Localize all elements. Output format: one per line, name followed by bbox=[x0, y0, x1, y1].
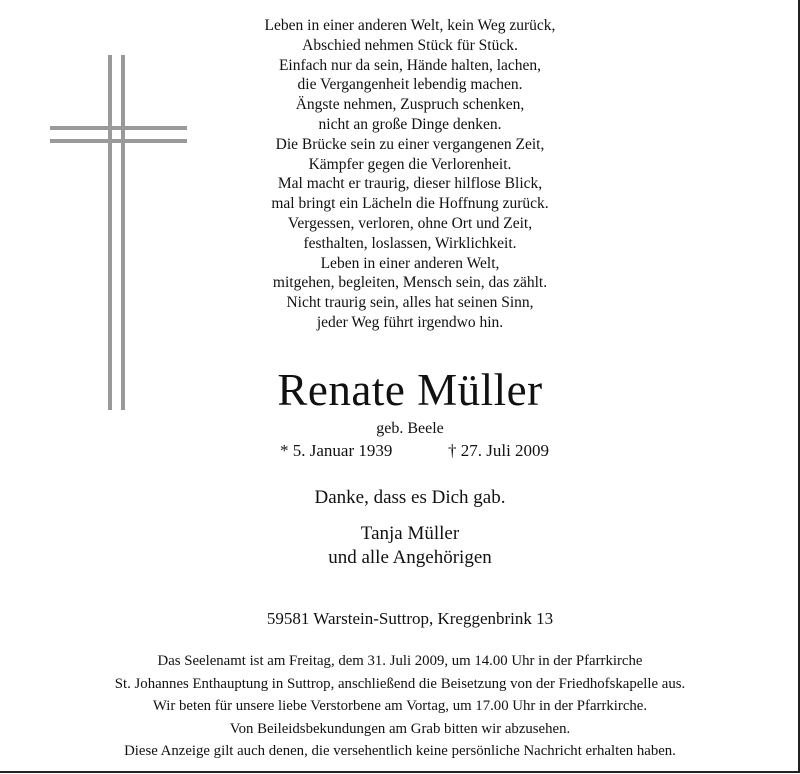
poem-line: Einfach nur da sein, Hände halten, lachen, bbox=[278, 56, 542, 74]
poem-line: jeder Weg führt irgendwo hin. bbox=[316, 313, 504, 331]
maiden-name: geb. Beele bbox=[376, 420, 444, 437]
info-line: Wir beten für unsere liebe Verstorbene am Vortag, um 17.00 Uhr in der Pfarrkirche. bbox=[152, 698, 648, 714]
poem-line: Ängste nehmen, Zuspruch schenken, bbox=[295, 96, 525, 114]
poem-line: mal bringt ein Lächeln die Hoffnung zurück. bbox=[271, 195, 549, 213]
poem-line: Vergessen, verloren, ohne Ort und Zeit, bbox=[287, 214, 533, 232]
signer-line: Tanja Müller bbox=[360, 523, 460, 544]
info-line: Diese Anzeige gilt auch denen, die versehentlich keine persönliche Nachricht erhalten haben. bbox=[124, 743, 676, 759]
christian-cross-icon bbox=[50, 55, 187, 410]
signers bbox=[180, 522, 640, 570]
service-information bbox=[20, 650, 780, 763]
signer-line: und alle Angehörigen bbox=[328, 547, 492, 568]
thanks-line: Danke, dass es Dich gab. bbox=[314, 487, 506, 508]
poem-line: Mal macht er traurig, dieser hilflose Blick, bbox=[277, 175, 543, 193]
deceased-name: Renate Müller bbox=[277, 365, 543, 415]
poem-line: Nicht traurig sein, alles hat seinen Sinn, bbox=[286, 294, 534, 312]
info-line: St. Johannes Enthauptung in Suttrop, anschließend die Beisetzung von der Friedhofskapelle aus. bbox=[114, 675, 686, 692]
poem bbox=[180, 16, 640, 333]
poem-line: nicht an große Dinge denken. bbox=[318, 115, 502, 133]
birth-date: * 5. Januar 1939 bbox=[280, 441, 393, 460]
death-date: † 27. Juli 2009 bbox=[448, 441, 550, 460]
poem-line: mitgehen, begleiten, Mensch sein, das zählt. bbox=[272, 274, 548, 292]
info-line: Von Beileidsbekundungen am Grab bitten wir abzusehen. bbox=[229, 720, 571, 737]
address: 59581 Warstein-Suttrop, Kreggenbrink 13 bbox=[266, 609, 554, 628]
poem-line: festhalten, loslassen, Wirklichkeit. bbox=[303, 234, 517, 252]
poem-line: Abschied nehmen Stück für Stück. bbox=[302, 36, 518, 54]
poem-line: Leben in einer anderen Welt, kein Weg zurück, bbox=[264, 17, 556, 34]
poem-line: Die Brücke sein zu einer vergangenen Zeit, bbox=[275, 135, 545, 153]
poem-line: Leben in einer anderen Welt, bbox=[320, 254, 500, 272]
info-line: Das Seelenamt ist am Freitag, dem 31. Juli 2009, um 14.00 Uhr in der Pfarrkirche bbox=[157, 653, 643, 669]
poem-line: die Vergangenheit lebendig machen. bbox=[297, 76, 523, 94]
poem-line: Kämpfer gegen die Verlorenheit. bbox=[308, 155, 512, 173]
